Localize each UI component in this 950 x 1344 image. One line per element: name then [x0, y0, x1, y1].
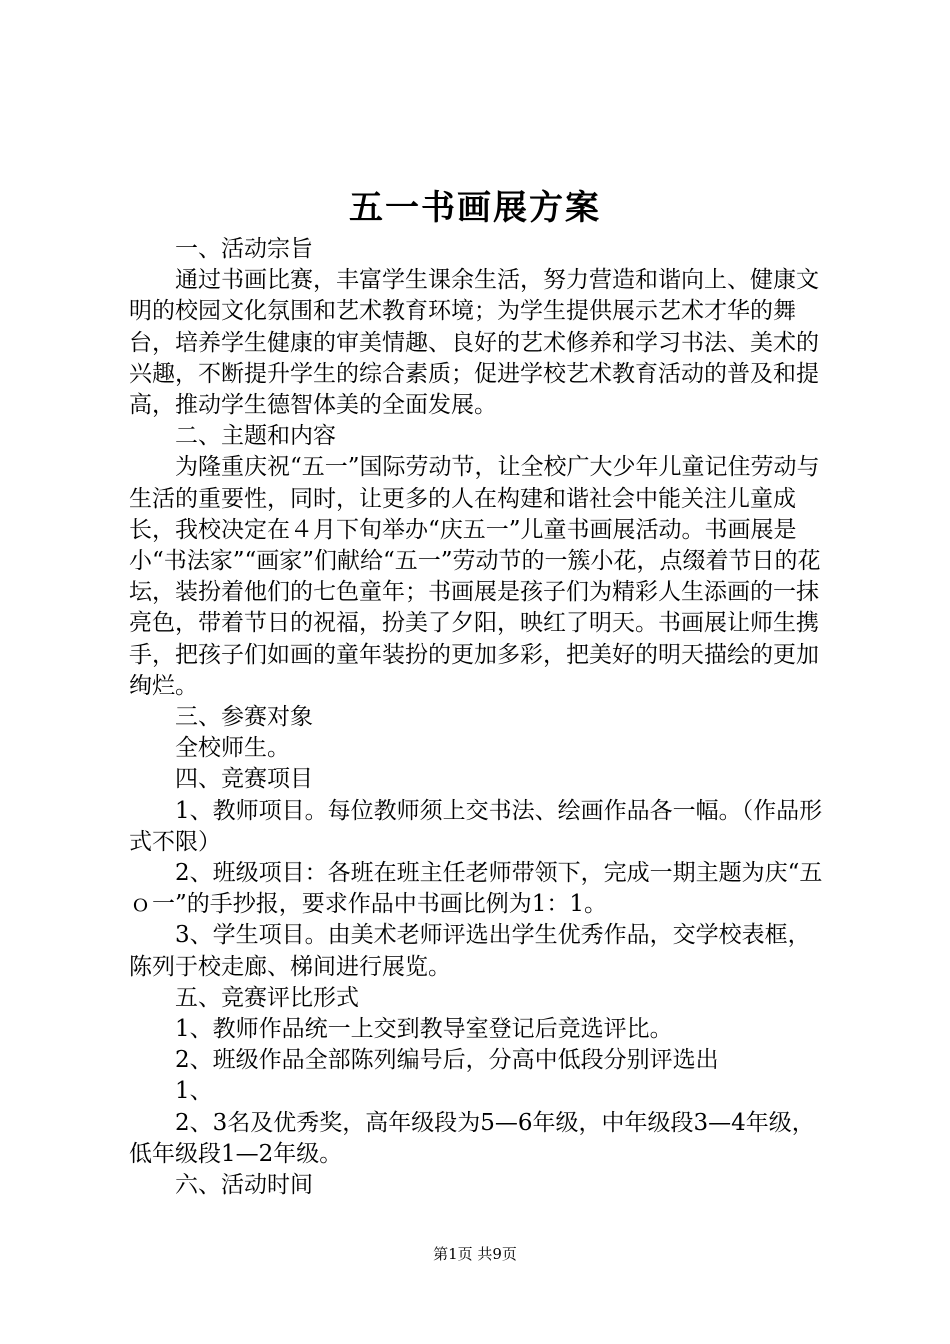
section-heading: 四、竞赛项目: [175, 766, 313, 793]
paragraph: 2、班级作品全部陈列编号后，分高中低段分别评选出: [175, 1047, 719, 1074]
paragraph: 通过书画比赛，丰富学生课余生活，努力营造和谐向上、健康文明的校园文化氛围和艺术教育环境；为学生提供展示艺术才华的舞台，培养学生健康的审美情趣、良好的艺术修养和学习书法、美术的兴趣，不断提升学生的综合素质；促进学校艺术教育活动的普及和提高，推动学生德智体美的全面发展。: [129, 267, 819, 419]
document-title: 五一书画展方案: [349, 188, 601, 228]
paragraph: 全校师生。: [175, 735, 290, 762]
section-heading: 三、参赛对象: [175, 704, 313, 731]
paragraph: 3、学生项目。由美术老师评选出学生优秀作品，交学校表框，陈列于校走廊、梯间进行展览。: [129, 922, 811, 980]
section-heading: 六、活动时间: [175, 1172, 313, 1199]
paragraph: 为隆重庆祝“五一”国际劳动节，让全校广大少年儿童记住劳动与生活的重要性，同时，让更多的人在构建和谐社会中能关注儿童成长，我校决定在４月下旬举办“庆五一”儿童书画展活动。书画展是小“书法家”“画家”们献给“五一”劳动节的一簇小花，点缀着节日的花坛，装扮着他们的七色童年；书画展是孩子们为精彩人生添画的一抹亮色，带着节日的祝福，扮美了夕阳，映红了明天。书画展让师生携手，把孩子们如画的童年装扮的更加多彩，把美好的明天描绘的更加绚烂。: [129, 454, 821, 699]
section-heading: 一、活动宗旨: [175, 236, 313, 262]
paragraph: 1、教师作品统一上交到教导室登记后竞选评比。: [175, 1016, 673, 1043]
section-heading: 二、主题和内容: [175, 423, 336, 450]
paragraph: 2、班级项目：各班在班主任老师带领下，完成一期主题为庆“五ｏ一”的手抄报，要求作品中书画比例为1：1。: [129, 860, 823, 918]
paragraph: 1、教师项目。每位教师须上交书法、绘画作品各一幅。（作品形式不限）: [129, 797, 823, 855]
document-body: [129, 234, 829, 1201]
paragraph: 1、: [175, 1078, 213, 1105]
paragraph: 2、3名及优秀奖，高年级段为5—6年级，中年级段3—4年级，低年级段1—2年级。: [129, 1109, 815, 1167]
section-heading: 五、竞赛评比形式: [175, 984, 359, 1011]
page-footer: 第1页 共9页: [433, 1245, 517, 1263]
